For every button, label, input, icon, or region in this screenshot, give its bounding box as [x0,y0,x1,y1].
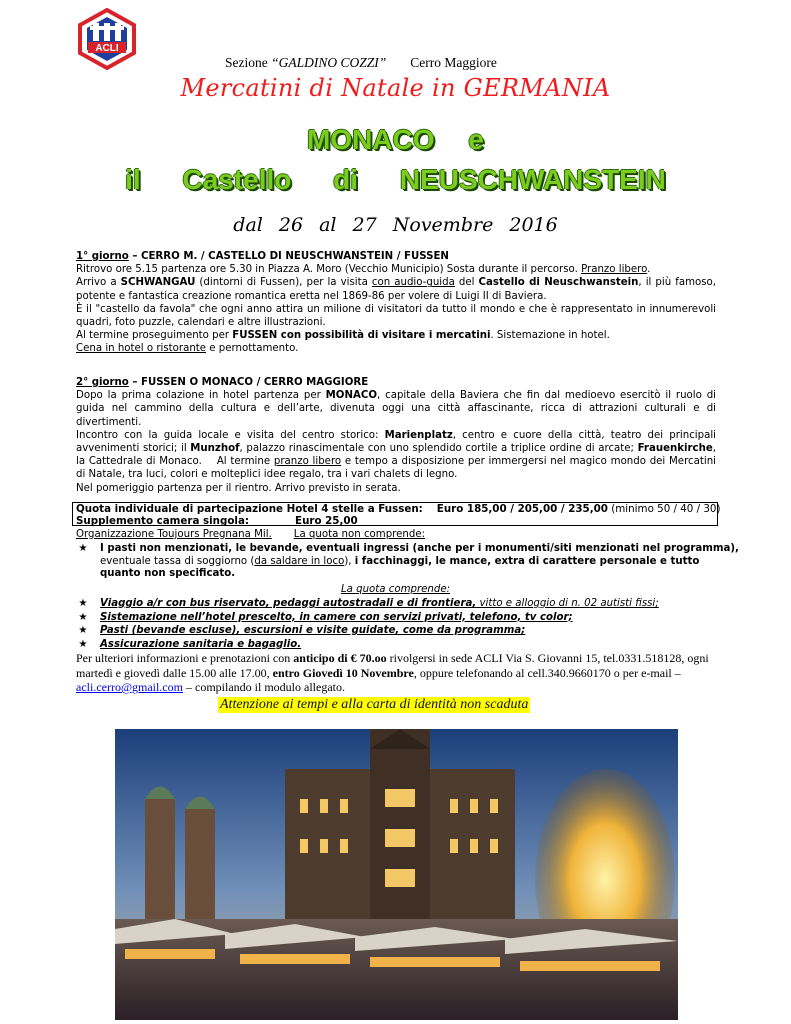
day1-line3: È il "castello da favola" che ogni anno attira un milione di visitatori da tutto il mondo e che è rappresentato in innumerevoli quadri, foto puzzle, calendari e altre illustrazioni. [76,303,716,329]
included-list [76,597,716,651]
price-row: Quota individuale di partecipazione Hotel 4 stelle a Fussen: Euro 185,00 / 205,00 / 235,00 (minimo 50 / 40 / 30) [76,503,721,515]
subtitle-mercatini: Mercatini di Natale in GERMANIA [180,74,611,102]
star-bullet-icon: ★ [78,638,88,650]
info-paragraph: Per ulteriori informazioni e prenotazioni con anticipo di € 70.oo rivolgersi in sede ACLI Via S. Giovanni 15, tel.0331.518128, ogni martedì e giovedì dalle 15.00 alle 17.00, entro Giovedì 10 Novembre, oppure telefonando al cell.340.9660170 o per e-mail – acli.cerro@gmail.com – compilando il modulo allegato. [76,651,709,694]
day2-para3: Nel pomeriggio partenza per il rientro. Arrivo previsto in serata. [76,482,401,494]
star-bullet-icon: ★ [78,543,88,554]
star-bullet-icon: ★ [78,625,88,636]
included-item: ★ Sistemazione nell’hotel prescelto, in camere con servizi privati, telefono, tv color; [76,611,716,625]
comprende-label: La quota comprende: [340,584,451,595]
title-monaco: MONACO e [307,124,484,155]
day1-heading [76,250,716,263]
price-values: Euro 185,00 / 205,00 / 235,00 [436,503,608,515]
logo-text: ACLI [95,43,119,54]
star-bullet-icon: ★ [78,598,88,609]
trip-dates: dal 26 al 27 Novembre 2016 [233,214,558,236]
day1-line1: Ritrovo ore 5.15 partenza ore 5.30 in Piazza A. Moro (Vecchio Municipio) Sosta durante il percorso. Pranzo libero. [76,264,651,276]
day1-route: – CERRO M. / CASTELLO DI NEUSCHWANSTEIN / FUSSEN [128,251,449,262]
day1-line5: Cena in hotel o ristorante e pernottamento. [76,343,299,355]
included-item: ★ Assicurazione sanitaria e bagaglio. [76,638,716,652]
location: Cerro Maggiore [410,55,497,70]
day1-line4: Al termine proseguimento per FUSSEN con possibilità di visitare i mercatini. Sistemazione in hotel. [76,330,610,342]
organizer-line [76,529,716,542]
day1-label: 1° giorno [76,251,129,262]
price-box [72,502,721,527]
email-link[interactable]: acli.cerro@gmail.com [76,680,184,694]
day2-heading [76,376,716,389]
munich-christmas-market-photo [115,729,678,1020]
organizer: Organizzazione Toujours Pregnana Mil. [76,529,272,540]
day2-route: – FUSSEN O MONACO / CERRO MAGGIORE [128,377,369,388]
included-item: ★ Pasti (bevande escluse), escursioni e visite guidate, come da programma; [76,624,716,638]
sezione-name: “GALDINO COZZI” [271,55,387,70]
day1-line2: Arrivo a SCHWANGAU (dintorni di Fussen), per la visita con audio-guida del Castello di Neuschwanstein, il più famoso, potente e fantastica creazione romantica eretta nel 1869-86 per volere di Luigi II di Baviera. [76,277,717,302]
excluded-item: ★ I pasti non menzionati, le bevande, eventuali ingressi (anche per i monumenti/siti menzionati nel programma), eventuale tassa di soggiorno (da saldare in loco), i facchinaggi, le mance, extra di carattere personale e tutto quanto non specificato. [76,543,740,581]
attention-note: Attenzione ai tempi e alla carta di identità non scaduta [220,697,529,712]
day2-para2: Incontro con la guida locale e visita del centro storico: Marienplatz, centro e cuore della città, teatro dei principali avvenimenti storici; il Munzhof, palazzo rinascimentale con uno splendido cortile a triplice ordine di arcate; Frauenkirche, la Cattedrale di Monaco. Al termine pranzo libero e tempo a disposizione per immergersi nel magico mondo dei Mercatini di Natale, tra luci, colori e molteplici idee regalo, tra i vari chalets di legno. [76,429,720,481]
star-bullet-icon: ★ [78,611,88,623]
day2-label: 2° giorno [76,377,129,388]
day2-para1: Dopo la prima colazione in hotel partenza per MONACO, capitale della Baviera che fin dal medioevo esercitò il ruolo di guida nel cammino della cultura e dell’arte, divenuta oggi una città affascinante, ricca di attrazioni culturali e di divertimenti. [76,390,717,428]
included-item: ★ Viaggio a/r con bus riservato, pedaggi autostradali e di frontiera, vitto e alloggio di n. 02 autisti fissi; [76,597,716,611]
non-comprende-label: La quota non comprende: [293,529,426,540]
day1-section [76,250,716,356]
title-castello: il Castello di NEUSCHWANSTEIN [125,164,666,195]
sezione-line [225,55,497,71]
price-minimum: (minimo 50 / 40 / 30) [607,503,721,515]
supplement-value: Euro 25,00 [295,515,358,527]
acli-logo [76,8,138,70]
day2-section [76,376,720,495]
supplement-row: Supplemento camera singola: Euro 25,00 [76,515,358,527]
sezione-label: Sezione [225,55,272,70]
